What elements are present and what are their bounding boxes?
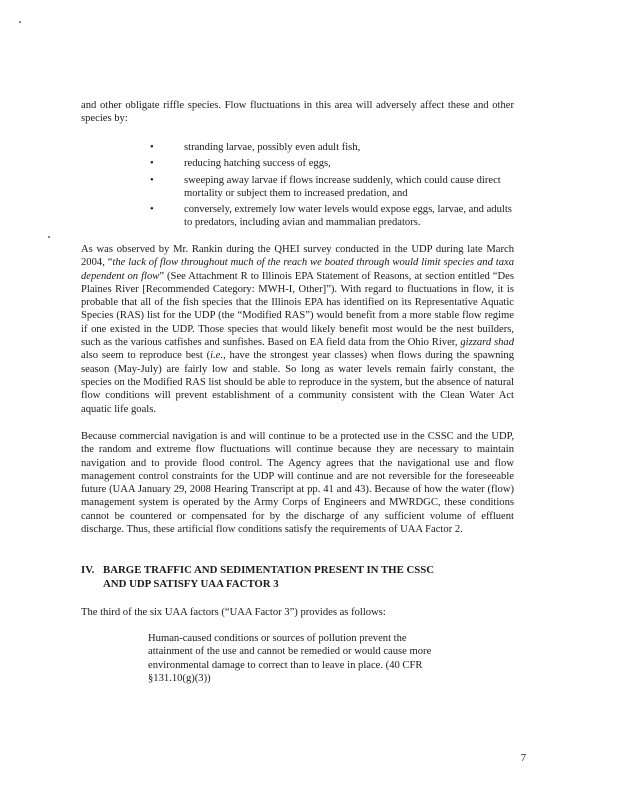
page-number: 7 [520, 752, 526, 764]
bullet-symbol: • [150, 174, 154, 186]
bullet-symbol: • [150, 142, 154, 153]
qhei-paragraph: As was observed by Mr. Rankin during the QHEI survey conducted in the UDP during late March 2004, “the lack of flow throughout much of the reach we boated through would limit species and taxa dependent on flow” (See Attachment R to Illinois EPA Statement of Reasons, at section entitled “Des Plaines River [Recommended Category: MWH-I, Other]”). With regard to fluctuations in flow, it is probable that all of the fish species that the Illinois EPA has identified on its Representative Aquatic Species (RAS) list for the UDP (the “Modified RAS”) would benefit from a more stable flow regime if one existed in the UDP. Those species that would likely benefit most would be the nest builders, such as the various catfishes and sunfishes. Based on EA field data from the Ohio River, gizzard shad also seem to reproduce best (i.e., have the strongest year classes) when flows during the spawning season (May-July) are fairly low and stable. So long as water levels remain fairly constant, the species on the Modified RAS list should be able to reproduce in the system, but the absence of natural flow conditions will prevent establishment of a community consistent with the Clean Water Act aquatic life goals. [81, 244, 514, 415]
list-item: • sweeping away larvae if flows increase suddenly, which could cause direct mortality or subject them to increased predation, and [150, 174, 501, 199]
section-number: IV. [81, 564, 95, 576]
scan-speck [19, 21, 21, 23]
list-item: • conversely, extremely low water levels would expose eggs, larvae, and adults to predators, including avian and mammalian predators. [150, 204, 512, 229]
bullet-symbol: • [150, 158, 154, 170]
navigation-paragraph: Because commercial navigation is and will continue to be a protected use in the CSSC and the UDP, the random and extreme flow fluctuations will continue because they are necessary to maintain navigation and to provide flood control. The Agency agrees that the navigational use and flow management control constraints for the UDP will continue and are not reversible for the foreseeable future (UAA January 29, 2008 Hearing Transcript at pp. 41 and 43). Because of how the water (flow) management system is operated by the Army Corps of Engineers and MWRDGC, these conditions cannot be countered or compensated for by the discharge of any sufficient volume of effluent discharge. Thus, these artificial flow conditions satisfy the requirements of UAA Factor 2. [81, 431, 514, 536]
section-heading: IV. BARGE TRAFFIC AND SEDIMENTATION PRESENT IN THE CSSC AND UDP SATISFY UAA FACTOR 3 [81, 564, 435, 590]
bullet-list [150, 141, 514, 233]
scan-speck [48, 236, 50, 238]
intro-paragraph: and other obligate riffle species. Flow fluctuations in this area will adversely affect these and other species by: [81, 100, 514, 125]
factor3-intro: The third of the six UAA factors (“UAA Factor 3”) provides as follows: [81, 607, 386, 618]
list-item: • reducing hatching success of eggs, [150, 158, 331, 170]
block-quote: Human-caused conditions or sources of pollution prevent the attainment of the use and cannot be remedied or would cause more environmental damage to correct than to leave in place. (40 CFR §131.10(g)(3)) [148, 633, 432, 684]
list-item: • stranding larvae, possibly even adult fish, [150, 142, 361, 153]
bullet-symbol: • [150, 204, 154, 216]
